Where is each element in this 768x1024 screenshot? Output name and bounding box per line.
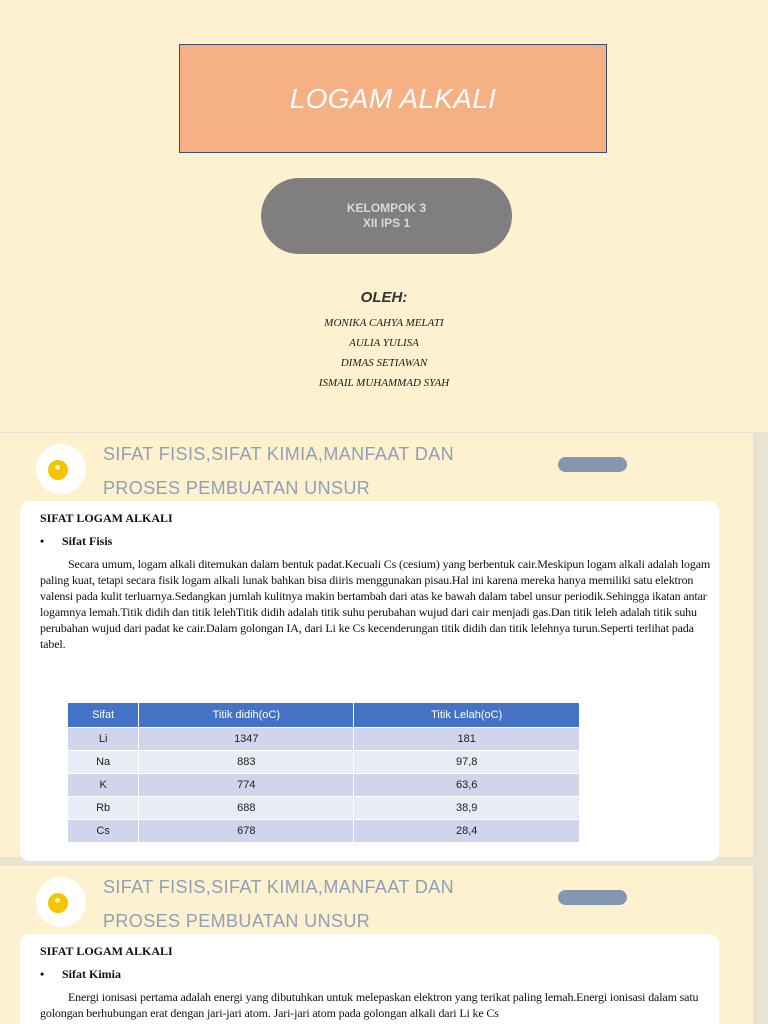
- bullet-item: [40, 967, 121, 982]
- table-cell: 38,9: [354, 796, 579, 819]
- table-cell: Na: [68, 750, 139, 773]
- table-header-row: [68, 703, 579, 727]
- slide-title-line: PROSES PEMBUATAN UNSUR: [103, 911, 371, 931]
- bullet-label: Sifat Kimia: [62, 967, 121, 981]
- table-cell: 63,6: [354, 773, 579, 796]
- table-cell: Li: [68, 727, 139, 750]
- slide-title: [103, 870, 523, 938]
- bullet-icon: •: [40, 967, 45, 981]
- table-cell: 181: [354, 727, 579, 750]
- table-cell: 28,4: [354, 819, 579, 842]
- member-name: AULIA YULISA: [349, 337, 419, 349]
- bullet-icon: •: [40, 534, 45, 548]
- group-name: KELOMPOK 3: [346, 201, 427, 215]
- member-name: ISMAIL MUHAMMAD SYAH: [318, 377, 450, 389]
- section-title: SIFAT LOGAM ALKALI: [40, 511, 173, 525]
- physical-properties-slide: [0, 433, 753, 857]
- table-cell: 774: [139, 773, 354, 796]
- table-row: [68, 773, 579, 796]
- bullet-label: Sifat Fisis: [62, 534, 113, 548]
- slide-title-line: SIFAT FISIS,SIFAT KIMIA,MANFAAT DAN: [103, 444, 455, 464]
- table-cell: Rb: [68, 796, 139, 819]
- table-row: [68, 796, 579, 819]
- member-name: MONIKA CAHYA MELATI: [324, 317, 444, 329]
- slide-title-line: PROSES PEMBUATAN UNSUR: [103, 478, 371, 498]
- content-card: [20, 934, 719, 1024]
- member-name: DIMAS SETIAWAN: [340, 357, 428, 369]
- slide-title: [103, 437, 523, 505]
- slide-title-line: SIFAT FISIS,SIFAT KIMIA,MANFAAT DAN: [103, 877, 455, 897]
- column-header: Titik Lelah(oC): [354, 703, 579, 727]
- body-paragraph: Secara umum, logam alkali ditemukan dalam bentuk padat.Kecuali Cs (cesium) yang berbentuk cair.Meskipun logam alkali adalah logam paling kuat, tetapi secara fisik logam alkali lunak bahkan bisa diiris menggunakan pisau.Hal ini karena mereka hanya memiliki satu elektron valensi pada kulit terluarnya.Sedangkan jumlah kulitnya makin bertambah dari atas ke bawah dalam tabel unsur periodik.Sehingga ikatan antar logamnya lemah.Titik didih dan titik lelehTitik didih adalah titik suhu perubahan wujud dari cair menjadi gas.Dan titik leleh adalah titik suhu perubahan wujud dari padat ke cair.Dalam golongan IA, dari Li ke Cs kecenderungan titik didih dan titik lelehnya turun.Seperti terlihat pada tabel.: [40, 557, 711, 651]
- table-row: [68, 819, 579, 842]
- table-cell: 688: [139, 796, 354, 819]
- chemical-properties-slide: [0, 866, 753, 1024]
- section-title: SIFAT LOGAM ALKALI: [40, 944, 173, 958]
- group-badge: [261, 178, 512, 254]
- column-header: Sifat: [68, 703, 139, 727]
- bullet-item: [40, 534, 112, 549]
- body-paragraph: Energi ionisasi pertama adalah energi yang dibutuhkan untuk melepaskan elektron yang terikat paling lemah.Energi ionisasi dalam satu golongan berhubungan erat dengan jari-jari atom. Jari-jari atom pada golongan alkali dari Li ke Cs: [40, 990, 699, 1020]
- table-cell: 1347: [139, 727, 354, 750]
- content-card: [20, 501, 719, 861]
- title-box: [179, 44, 607, 153]
- column-header: Titik didih(oC): [139, 703, 354, 727]
- table-cell: 883: [139, 750, 354, 773]
- title-slide: [0, 0, 768, 432]
- decorative-bar: [558, 890, 627, 905]
- member-list: [0, 313, 768, 393]
- egg-icon: [36, 877, 86, 927]
- table-row: [68, 727, 579, 750]
- by-label: OLEH:: [360, 289, 408, 306]
- decorative-bar: [558, 457, 627, 472]
- presentation-title: LOGAM ALKALI: [289, 82, 497, 114]
- table-cell: K: [68, 773, 139, 796]
- table-cell: 678: [139, 819, 354, 842]
- table-cell: Cs: [68, 819, 139, 842]
- properties-table: [68, 703, 579, 842]
- egg-icon: [36, 444, 86, 494]
- table-cell: 97,8: [354, 750, 579, 773]
- group-class: XII IPS 1: [362, 216, 411, 230]
- table-row: [68, 750, 579, 773]
